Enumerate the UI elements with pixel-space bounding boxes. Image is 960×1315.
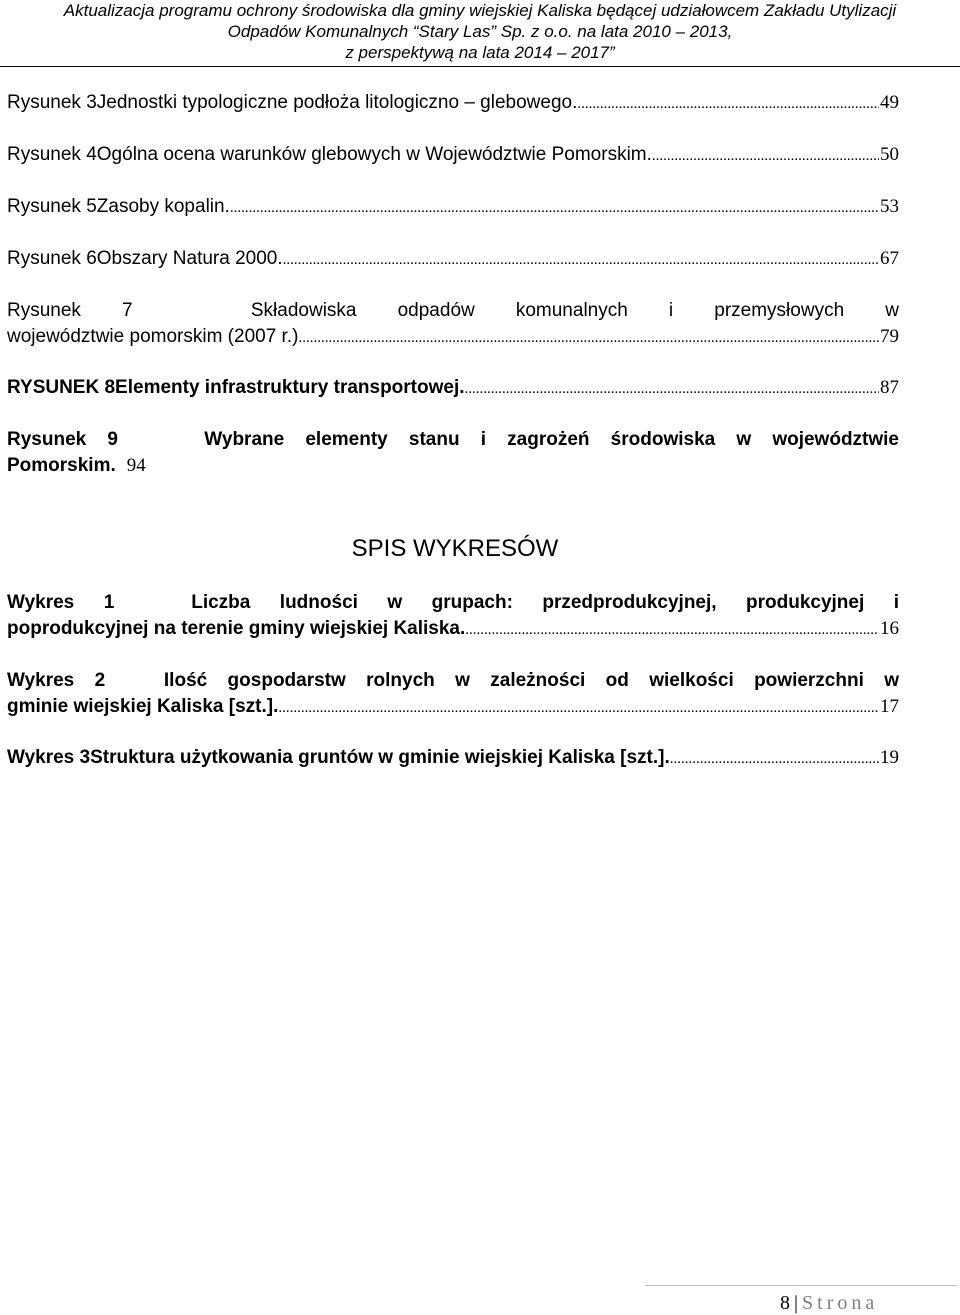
entry-label: Rysunek 9 (7, 429, 118, 450)
dot-leader (652, 143, 879, 169)
entry-page: 79 (880, 326, 899, 347)
entry-title: Obszary Natura 2000. (96, 248, 283, 269)
entry-title-line-1 (7, 668, 899, 694)
entry-title: Elementy infrastruktury transportowej. (115, 377, 465, 398)
toc-entry-chart-1[interactable] (7, 590, 899, 642)
dot-leader (670, 746, 879, 772)
toc-entry-chart-2[interactable] (7, 668, 899, 720)
dot-leader (230, 195, 879, 221)
toc-entry-figure-7[interactable] (7, 298, 899, 350)
dot-leader (577, 91, 879, 117)
header-line-3: z perspektywą na lata 2014 – 2017” (345, 43, 615, 62)
page-footer (780, 1291, 878, 1315)
section-heading: SPIS WYKRESÓW (351, 535, 559, 562)
page-header (0, 0, 960, 67)
dot-leader (298, 325, 879, 351)
entry-page: 17 (880, 696, 899, 717)
entry-label: Rysunek 5 (7, 196, 97, 217)
entry-title: Ogólna ocena warunków glebowych w Województwie Pomorskim. (96, 144, 652, 165)
entry-title-line-1 (7, 590, 899, 616)
entry-label: Wykres 1 (7, 592, 115, 613)
dot-leader (283, 247, 879, 273)
entry-page: 19 (880, 747, 899, 768)
page-number: 8 (780, 1292, 790, 1314)
entry-title-line-1 (7, 298, 899, 324)
entry-page: 67 (880, 248, 899, 269)
entry-page: 49 (880, 92, 899, 113)
entry-label: Rysunek 7 (7, 300, 133, 321)
entry-title-part-1: Składowiska odpadów komunalnych i przemysłowych w (250, 300, 899, 321)
entry-page: 16 (880, 618, 899, 639)
entry-title-part-2: gminie wiejskiej Kaliska [szt.]. (7, 696, 279, 717)
entry-title-part-1: Ilość gospodarstw rolnych w zależności od wielkości powierzchni w (163, 670, 899, 691)
toc-entry-figure-5[interactable] (7, 194, 899, 220)
entry-label: Rysunek 6 (7, 248, 97, 269)
entry-title: Jednostki typologiczne podłoża litologiczno – glebowego. (96, 92, 578, 113)
entry-label: Rysunek 3 (7, 92, 97, 113)
entry-page: 50 (880, 144, 899, 165)
toc-entry-figure-6[interactable] (7, 246, 899, 272)
toc-entry-figure-8[interactable] (7, 375, 899, 401)
entry-title-part-1: Wybrane elementy stanu i zagrożeń środowiska w województwie (204, 429, 900, 450)
entry-label: Wykres 2 (7, 670, 106, 691)
dot-leader (465, 376, 879, 402)
toc-entry-figure-4[interactable] (7, 142, 899, 168)
dot-leader (465, 617, 879, 643)
entry-title: Struktura użytkowania gruntów w gminie wiejskiej Kaliska [szt.]. (90, 747, 670, 768)
dot-leader (278, 695, 879, 721)
entry-title-part-2: województwie pomorskim (2007 r.) (7, 326, 299, 347)
footer-rule (645, 1285, 957, 1286)
entry-page: 53 (880, 196, 899, 217)
entry-title: Zasoby kopalin. (96, 196, 230, 217)
entry-title-part-2: Pomorskim. (7, 455, 116, 476)
toc-entry-chart-3[interactable] (7, 745, 899, 771)
entry-label: Rysunek 4 (7, 144, 97, 165)
header-line-2: Odpadów Komunalnych “Stary Las” Sp. z o.o. na lata 2010 – 2013, (227, 22, 733, 41)
entry-title-part-2: poprodukcyjnej na terenie gminy wiejskiej Kaliska. (7, 618, 466, 639)
toc-entry-figure-3[interactable] (7, 90, 899, 116)
entry-page: 87 (880, 377, 899, 398)
footer-word: Strona (802, 1292, 879, 1314)
entry-title-line-1 (7, 427, 899, 453)
footer-separator: | (794, 1292, 799, 1314)
header-line-1: Aktualizacja programu ochrony środowiska dla gminy wiejskiej Kaliska będącej udziałowcem Zakładu Utylizacji (63, 1, 897, 20)
toc-entry-figure-9[interactable] (7, 427, 899, 479)
entry-page: 94 (126, 455, 146, 476)
entry-label: Wykres 3 (7, 747, 91, 768)
entry-label: RYSUNEK 8 (7, 377, 116, 398)
entry-title-part-1: Liczba ludności w grupach: przedprodukcyjnej, produkcyjnej i (191, 592, 900, 613)
